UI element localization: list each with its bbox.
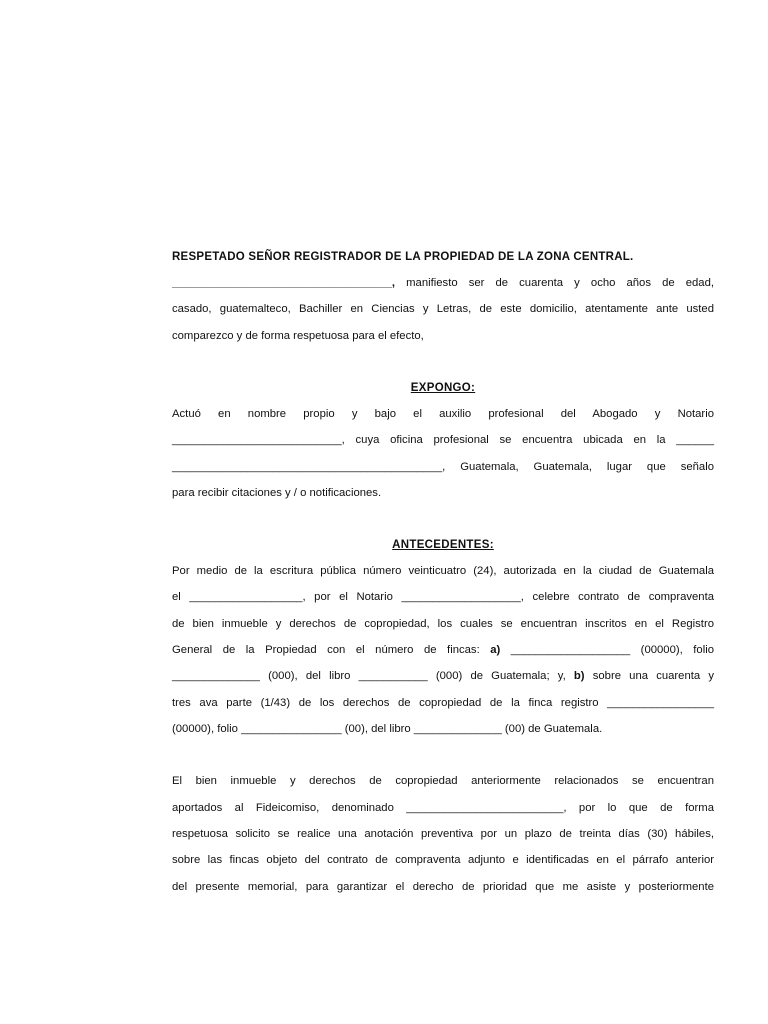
expongo-line-2: ___________________________, cuya oficina profesional se encuentra ubicada en la ______ [172,434,714,446]
final-paragraph-line-4: sobre las fincas objeto del contrato de compraventa adjunto e identificadas en el párrafo anterior [172,854,714,866]
intro-line-3: comparezco y de forma respetuosa para el efecto, [172,330,424,342]
antecedentes-line-5 [172,669,714,683]
antecedentes-line-2: el __________________, por el Notario ___________________, celebre contrato de compraventa [172,591,714,603]
expongo-line-1: Actuó en nombre propio y bajo el auxilio profesional del Abogado y Notario [172,408,714,420]
expongo-line-3: ___________________________________________, Guatemala, Guatemala, lugar que señalo [172,461,714,473]
expongo-line-4: para recibir citaciones y / o notificaciones. [172,487,382,499]
antecedentes-line-3: de bien inmueble y derechos de copropiedad, los cuales se encuentran inscritos en el Registro [172,618,714,630]
antecedentes-line-5-end: sobre una cuarenta y [584,670,714,682]
antecedentes-line-1: Por medio de la escritura pública número veinticuatro (24), autorizada en la ciudad de Guatemala [172,565,714,577]
section-title-expongo: EXPONGO: [410,382,476,394]
antecedentes-line-7: (00000), folio ________________ (00), del libro ______________ (00) de Guatemala. [172,723,603,735]
antecedentes-line-4-start: General de la Propiedad con el número de fincas: [172,644,491,656]
intro-line-2: casado, guatemalteco, Bachiller en Ciencias y Letras, de este domicilio, atentamente ante usted [172,303,714,315]
intro-line-1 [172,276,714,290]
final-paragraph-line-2: aportados al Fideicomiso, denominado _________________________, por lo que de forma [172,802,714,814]
antecedentes-line-4 [172,643,714,657]
antecedentes-line-5-start: ______________ (000), del libro ___________ (000) de Guatemala; y, [172,670,574,682]
final-paragraph-line-1: El bien inmueble y derechos de copropiedad anteriormente relacionados se encuentran [172,775,714,787]
antecedentes-line-6: tres ava parte (1/43) de los derechos de copropiedad de la finca registro _________________ [172,697,714,709]
document-heading: RESPETADO SEÑOR REGISTRADOR DE LA PROPIEDAD DE LA ZONA CENTRAL. [172,251,634,263]
final-paragraph-line-5: del presente memorial, para garantizar el derecho de prioridad que me asiste y posteriormente [172,881,714,893]
final-paragraph-line-3: respetuosa solicito se realice una anotación preventiva por un plazo de treinta días (30) hábiles, [172,828,714,840]
intro-line-1-text: manifiesto ser de cuarenta y ocho años de edad, [395,277,714,289]
item-b-marker: b) [573,670,585,682]
name-blank: ___________________________________, [172,277,396,289]
antecedentes-line-4-end: ___________________ (00000), folio [500,644,715,656]
section-title-antecedentes: ANTECEDENTES: [392,539,494,551]
item-a-marker: a) [490,644,501,656]
